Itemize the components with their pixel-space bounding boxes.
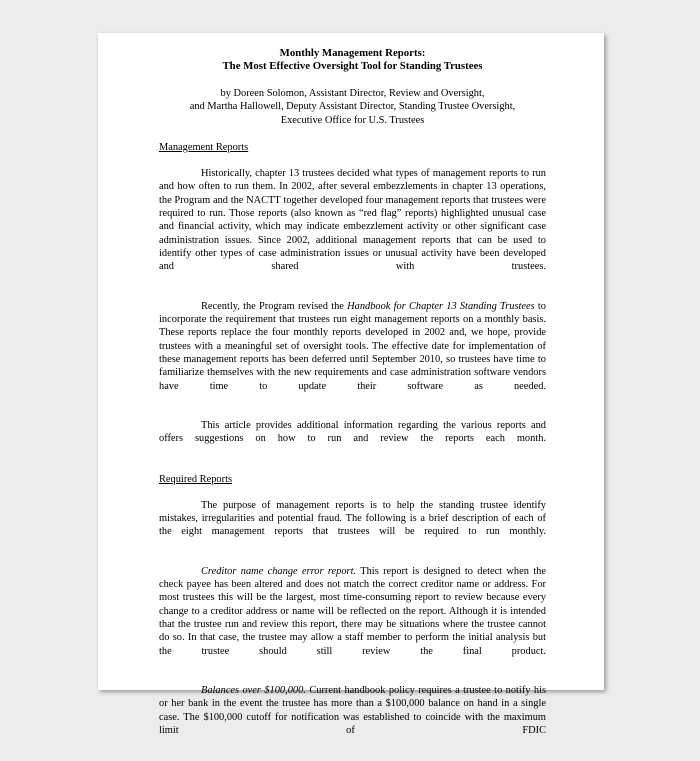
byline-line-1: by Doreen Solomon, Assistant Director, Review and Oversight, (220, 87, 485, 99)
heading-required-reports: Required Reports (159, 473, 233, 485)
document-title (159, 47, 546, 74)
heading-management-reports: Management Reports (159, 142, 249, 154)
paragraph-history: Historically, chapter 13 trustees decided what types of management reports to run and how often to run them. In 2002, after several embezzlements in chapter 13 operations, the Program and the NACTT together developed four management reports that trustees were required to run. Those reports (also known as “red flag” reports) highlighted unusual case and financial activity, which may indicate embezzlement activity or other significant case administration issues. Since 2002, additional management reports that can be used to identify other types of case administration issues or unusual activity have been developed and shared with trustees. (159, 167, 546, 273)
paragraph-article-scope: This article provides additional information regarding the various reports and offers suggestions on how to run and review the reports each month. (159, 419, 546, 445)
document-body (159, 47, 546, 761)
paragraph-creditor-name-change-text: This report is designed to detect when the check payee has been altered and does not match the correct creditor name or address. For most trustees this will be the largest, most time-consuming report to review because every change to a creditor address or name will be reflected on the report. Although it is intended that the trustee run and review this report, there may be situations where the trustee cannot do so. In that case, the trustee may allow a staff member to perform the initial analysis but the trustee should still review the final product. (159, 565, 546, 657)
paragraph-balances-over-100000 (159, 684, 546, 751)
paragraph-handbook-revision (159, 300, 546, 407)
report-name-creditor-name-change: Creditor name change error report. (201, 565, 357, 577)
document-page (98, 33, 604, 736)
byline-line-2: and Martha Hallowell, Deputy Assistant Director, Standing Trustee Oversight, (189, 101, 516, 113)
title-line-2: The Most Effective Oversight Tool for Standing Trustees (222, 60, 483, 73)
paragraph-balances-text: Current handbook policy requires a trustee to notify his or her bank in the event the trustee has more than a $100,000 balance on hand in a single case. The $100,000 cutoff for notification was established to coincide with the maximum limit of FDIC (159, 684, 547, 736)
byline-line-3: Executive Office for U.S. Trustees (280, 114, 425, 126)
paragraph-creditor-name-change (159, 565, 546, 672)
report-name-balances-over-100000: Balances over $100,000. (201, 684, 306, 696)
paragraph-handbook-tail: to incorporate the requirement that trustees run eight management reports on a monthly basis. These reports replace the four monthly reports developed in 2002 and, we hope, provide trustees with a meaningful set of oversight tools. The effective date for implementation of these management reports has been deferred until September 2010, so trustees have time to familiarize themselves with the new requirements and case administration software vendors have time to update their software as needed. (159, 300, 546, 392)
handbook-title-italic: Handbook for Chapter 13 Standing Trustees (347, 300, 535, 312)
paragraph-purpose: The purpose of management reports is to help the standing trustee identify mistakes, irregularities and potential fraud. The following is a brief description of each of the eight management reports that trustees will be required to run monthly. (159, 499, 546, 538)
paragraph-handbook-lead: Recently, the Program revised the (201, 300, 348, 312)
title-line-1: Monthly Management Reports: (279, 47, 426, 59)
document-byline (159, 87, 546, 127)
